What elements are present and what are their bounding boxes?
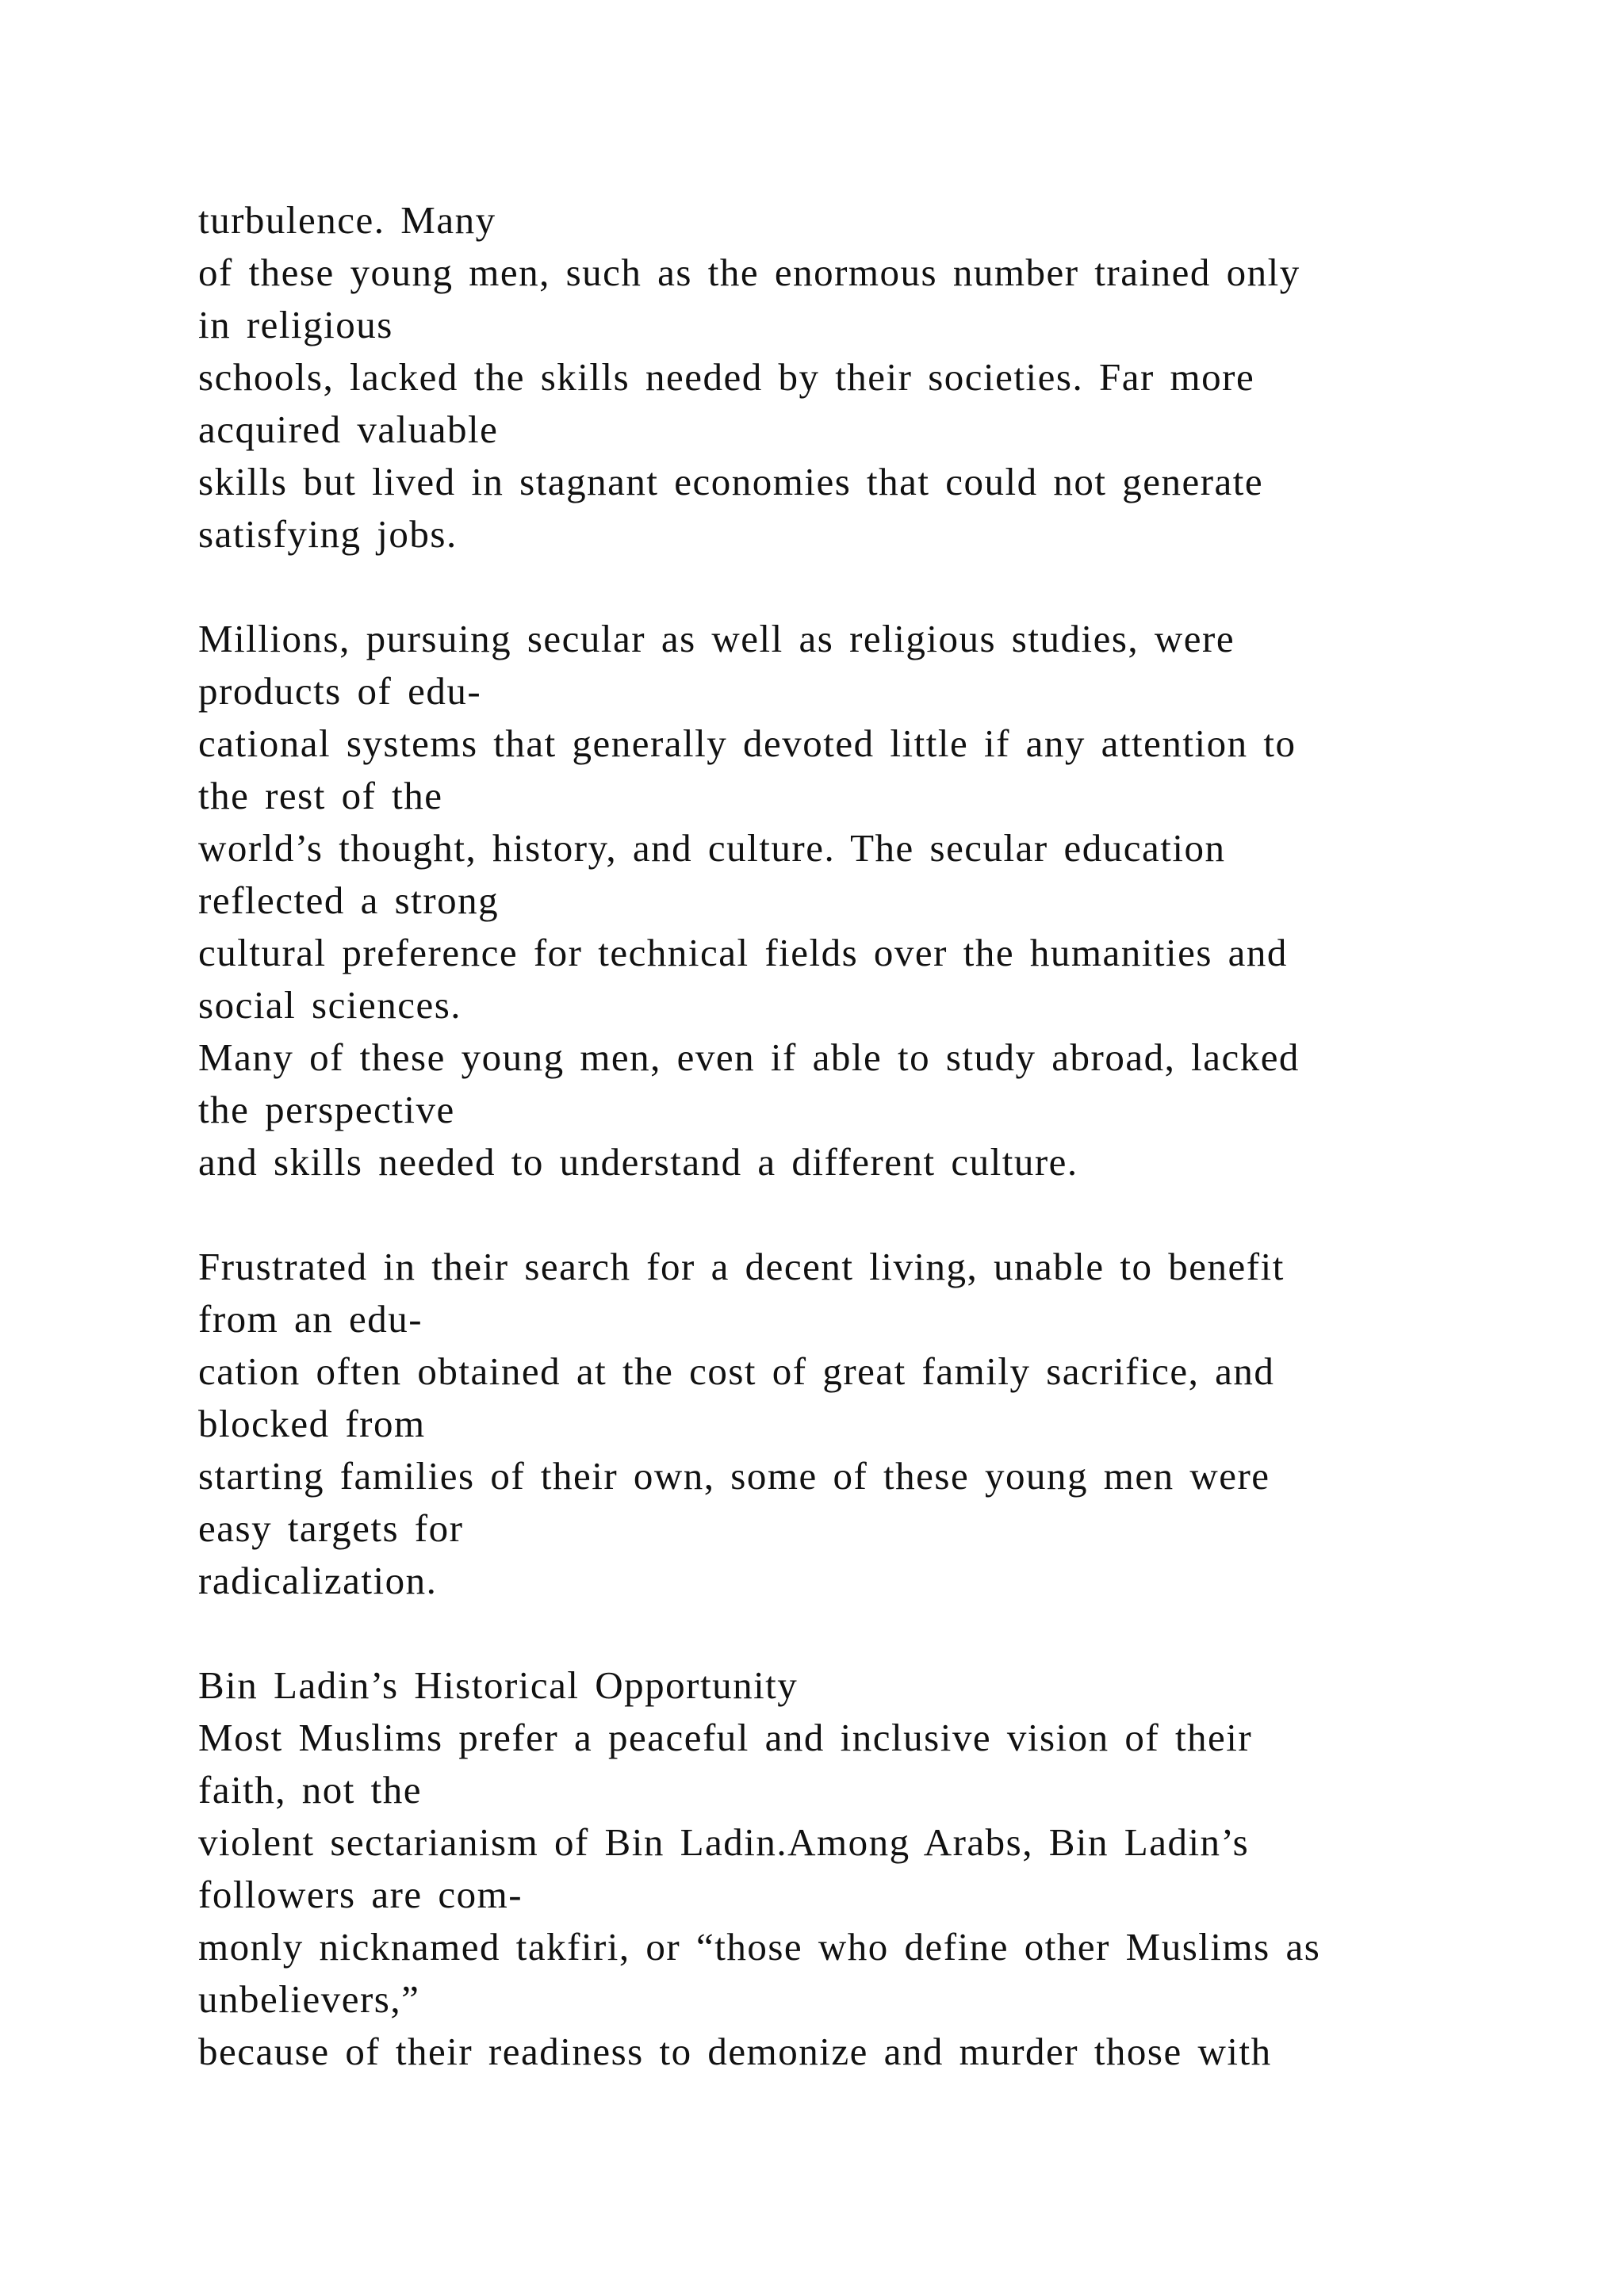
text-line: turbulence. Many: [198, 198, 496, 242]
text-line: products of edu-: [198, 669, 482, 713]
text-line: in religious: [198, 303, 393, 346]
text-line: from an edu-: [198, 1297, 423, 1341]
paragraph-gap: [198, 561, 1530, 613]
text-line: Millions, pursuing secular as well as religious studies, were: [198, 617, 1235, 660]
text-line: faith, not the: [198, 1768, 423, 1812]
text-line: Most Muslims prefer a peaceful and inclusive vision of their: [198, 1716, 1253, 1759]
paragraph-gap: [198, 1188, 1530, 1241]
text-line: radicalization.: [198, 1559, 438, 1602]
text-line: unbelievers,”: [198, 1977, 420, 2021]
text-line: violent sectarianism of Bin Ladin.Among Arabs, Bin Ladin’s: [198, 1820, 1250, 1864]
text-line: Frustrated in their search for a decent living, unable to benefit: [198, 1245, 1285, 1288]
text-line: cultural preference for technical fields over the humanities and: [198, 931, 1288, 974]
text-line: followers are com-: [198, 1873, 523, 1916]
text-line: monly nicknamed takfiri, or “those who define other Muslims as: [198, 1925, 1321, 1969]
paragraph-gap: [198, 1607, 1530, 1659]
text-line: satisfying jobs.: [198, 512, 458, 556]
text-line: schools, lacked the skills needed by their societies. Far more: [198, 355, 1255, 399]
text-line: the rest of the: [198, 774, 443, 817]
text-line: world’s thought, history, and culture. The secular education: [198, 826, 1226, 870]
text-line: of these young men, such as the enormous number trained only: [198, 251, 1300, 294]
text-line: blocked from: [198, 1402, 426, 1445]
text-line: social sciences.: [198, 983, 462, 1027]
text-line: and skills needed to understand a different culture.: [198, 1140, 1078, 1184]
text-line: Many of these young men, even if able to study abroad, lacked: [198, 1035, 1300, 1079]
text-line: reflected a strong: [198, 878, 500, 922]
text-line: because of their readiness to demonize and murder those with: [198, 2030, 1272, 2073]
text-line: starting families of their own, some of these young men were: [198, 1454, 1270, 1498]
text-line: the perspective: [198, 1088, 455, 1131]
text-line: cation often obtained at the cost of great family sacrifice, and: [198, 1349, 1275, 1393]
text-line: skills but lived in stagnant economies that could not generate: [198, 460, 1264, 503]
body-text: [198, 194, 1530, 2078]
text-line: cational systems that generally devoted little if any attention to: [198, 721, 1297, 765]
section-heading: Bin Ladin’s Historical Opportunity: [198, 1663, 799, 1707]
text-line: easy targets for: [198, 1506, 464, 1550]
text-line: acquired valuable: [198, 408, 499, 451]
